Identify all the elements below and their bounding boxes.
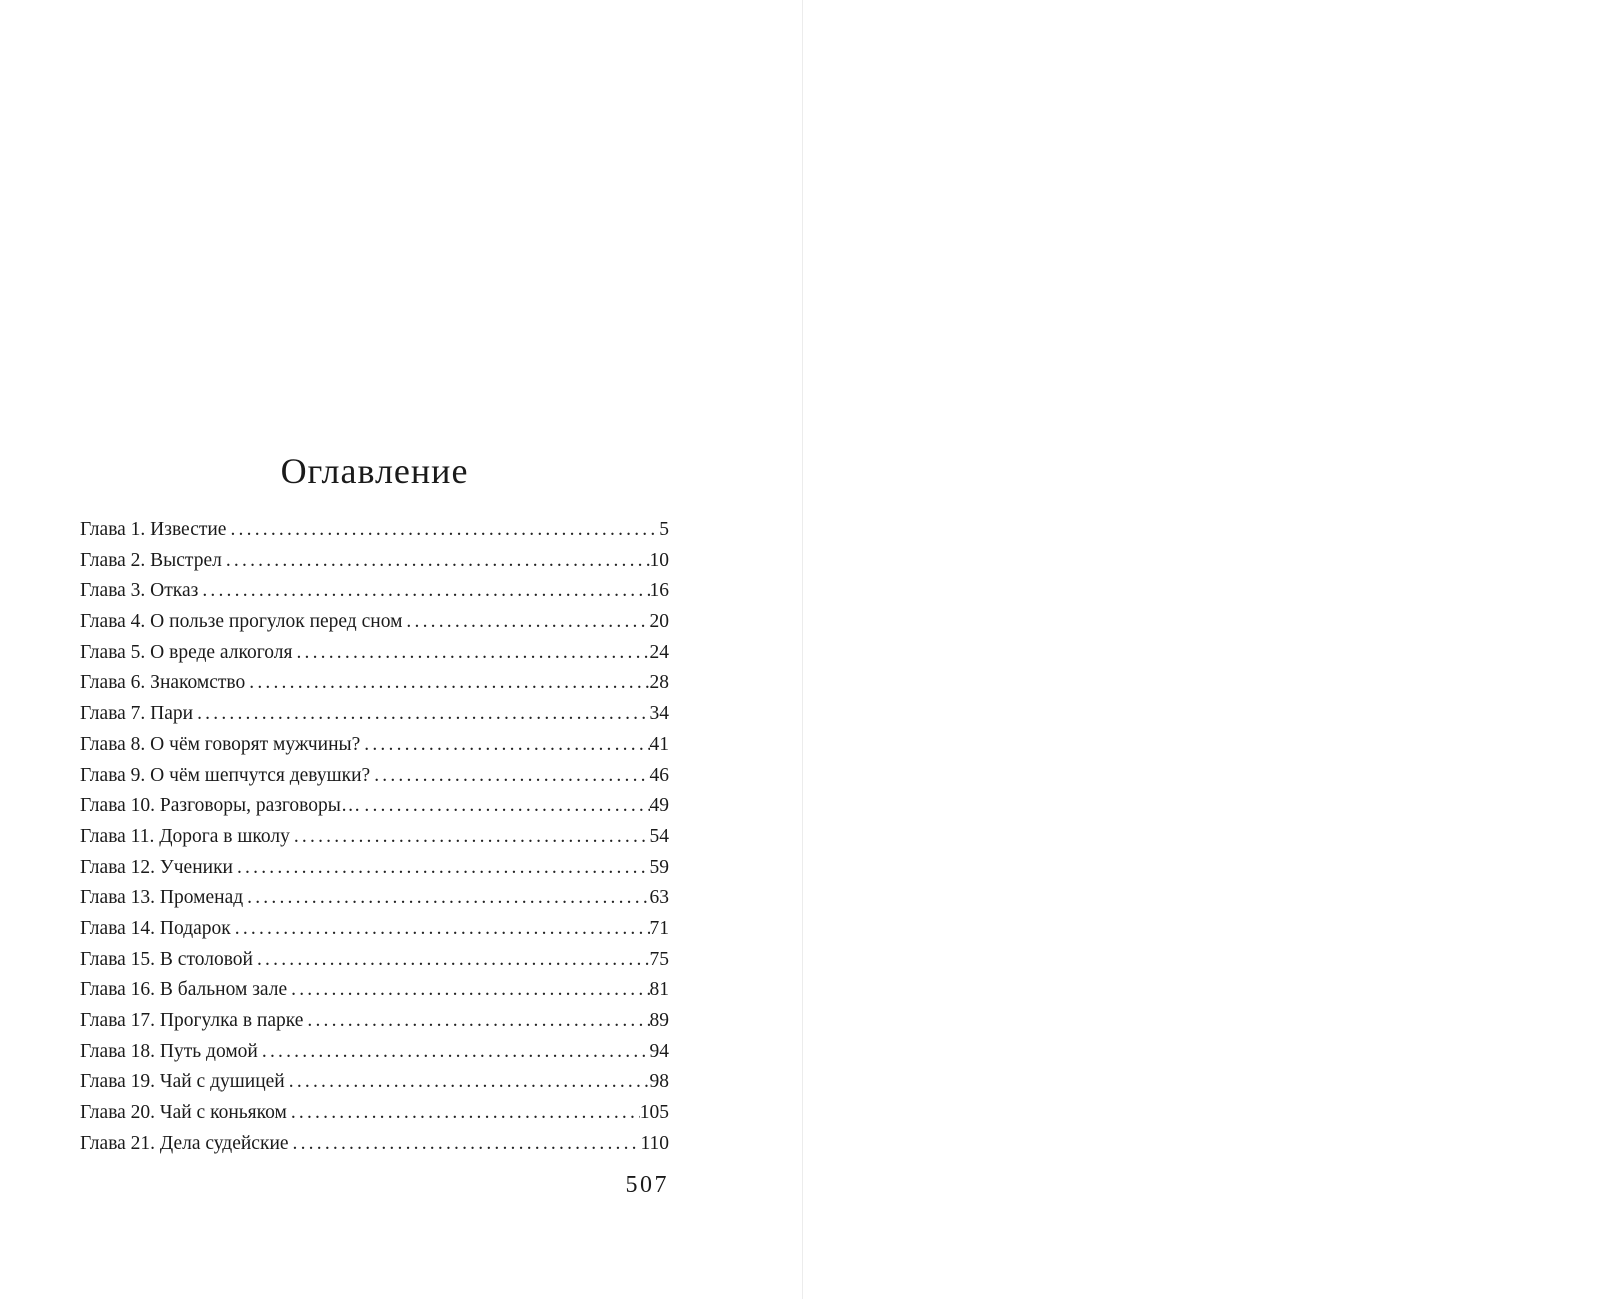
dot-leader [303, 1006, 649, 1037]
chapter-title: Глава 14. Подарок [80, 917, 231, 939]
dot-leader [231, 914, 650, 945]
chapter-title: Глава 20. Чай с коньяком [80, 1102, 287, 1124]
dot-leader [370, 761, 649, 792]
dot-leader [245, 668, 649, 699]
chapter-page-number: 34 [649, 703, 669, 725]
dot-leader [292, 638, 649, 669]
chapter-page-number: 49 [649, 795, 669, 817]
chapter-title: Глава 7. Пари [80, 703, 194, 725]
toc-list-left [80, 515, 669, 1159]
toc-entry [80, 699, 669, 730]
chapter-page-number: 24 [649, 641, 669, 663]
chapter-title: Глава 9. О чём шепчутся девушки? [80, 764, 371, 786]
toc-entry [80, 668, 669, 699]
dot-leader [287, 1098, 640, 1129]
toc-heading: Оглавление [280, 451, 469, 491]
chapter-page-number: 20 [649, 611, 669, 633]
chapter-page-number: 46 [649, 764, 669, 786]
toc-entry [80, 515, 669, 546]
dot-leader [222, 546, 650, 577]
toc-entry [80, 761, 669, 792]
toc-entry [80, 730, 669, 761]
chapter-page-number: 63 [649, 887, 669, 909]
dot-leader [226, 515, 659, 546]
chapter-title: Глава 8. О чём говорят мужчины? [80, 733, 361, 755]
right-page [803, 0, 1606, 1299]
toc-entry [80, 576, 669, 607]
toc-entry [80, 607, 669, 638]
chapter-title: Глава 2. Выстрел [80, 549, 222, 571]
chapter-page-number: 89 [649, 1010, 669, 1031]
chapter-title: Глава 16. В бальном зале [80, 979, 288, 1001]
chapter-page-number: 5 [659, 519, 669, 540]
chapter-page-number: 28 [649, 672, 669, 694]
chapter-title: Глава 15. В столовой [80, 948, 253, 970]
chapter-title: Глава 21. Дела судейские [80, 1132, 289, 1154]
toc-entry [80, 1129, 669, 1160]
toc-entry [80, 1067, 669, 1098]
chapter-page-number: 75 [649, 948, 669, 970]
chapter-page-number: 94 [649, 1040, 669, 1062]
chapter-title: Глава 4. О пользе прогулок перед сном [80, 611, 403, 633]
toc-entry [80, 1037, 669, 1068]
toc-entry [80, 914, 669, 945]
chapter-title: Глава 1. Известие [80, 519, 227, 540]
dot-leader [290, 822, 650, 853]
chapter-page-number: 59 [649, 856, 669, 878]
page-number-left: 507 [625, 1172, 669, 1198]
chapter-page-number: 54 [649, 825, 669, 847]
chapter-page-number: 71 [649, 917, 669, 939]
toc-entry [80, 791, 669, 822]
toc-entry [80, 1098, 669, 1129]
chapter-title: Глава 13. Променад [80, 887, 244, 909]
chapter-page-number: 105 [639, 1102, 669, 1124]
toc-entry [80, 546, 669, 577]
dot-leader [287, 975, 649, 1006]
chapter-title: Глава 5. О вреде алкоголя [80, 641, 293, 663]
chapter-page-number: 98 [649, 1071, 669, 1093]
chapter-title: Глава 18. Путь домой [80, 1040, 258, 1062]
chapter-title: Глава 12. Ученики [80, 856, 233, 878]
toc-entry [80, 822, 669, 853]
dot-leader [258, 1037, 650, 1068]
toc-entry [80, 1006, 669, 1037]
chapter-title: Глава 17. Прогулка в парке [80, 1010, 304, 1031]
dot-leader [243, 883, 649, 914]
dot-leader [285, 1067, 650, 1098]
toc-entry [80, 638, 669, 669]
chapter-page-number: 16 [649, 580, 669, 602]
left-page [0, 0, 802, 1299]
dot-leader [198, 576, 649, 607]
dot-leader [233, 853, 650, 884]
chapter-title: Глава 19. Чай с душицей [80, 1071, 285, 1093]
toc-entry [80, 975, 669, 1006]
chapter-page-number: 110 [640, 1132, 669, 1154]
dot-leader [360, 730, 649, 761]
chapter-page-number: 41 [649, 733, 669, 755]
chapter-title: Глава 6. Знакомство [80, 672, 246, 694]
dot-leader [289, 1129, 641, 1160]
dot-leader [360, 791, 649, 822]
dot-leader [193, 699, 649, 730]
chapter-page-number: 10 [649, 549, 669, 571]
toc-entry [80, 945, 669, 976]
toc-entry [80, 883, 669, 914]
chapter-title: Глава 11. Дорога в школу [80, 825, 290, 847]
dot-leader [402, 607, 649, 638]
dot-leader [253, 945, 650, 976]
chapter-title: Глава 10. Разговоры, разговоры… [80, 795, 361, 817]
chapter-page-number: 81 [649, 979, 669, 1001]
toc-entry [80, 853, 669, 884]
chapter-title: Глава 3. Отказ [80, 580, 199, 602]
